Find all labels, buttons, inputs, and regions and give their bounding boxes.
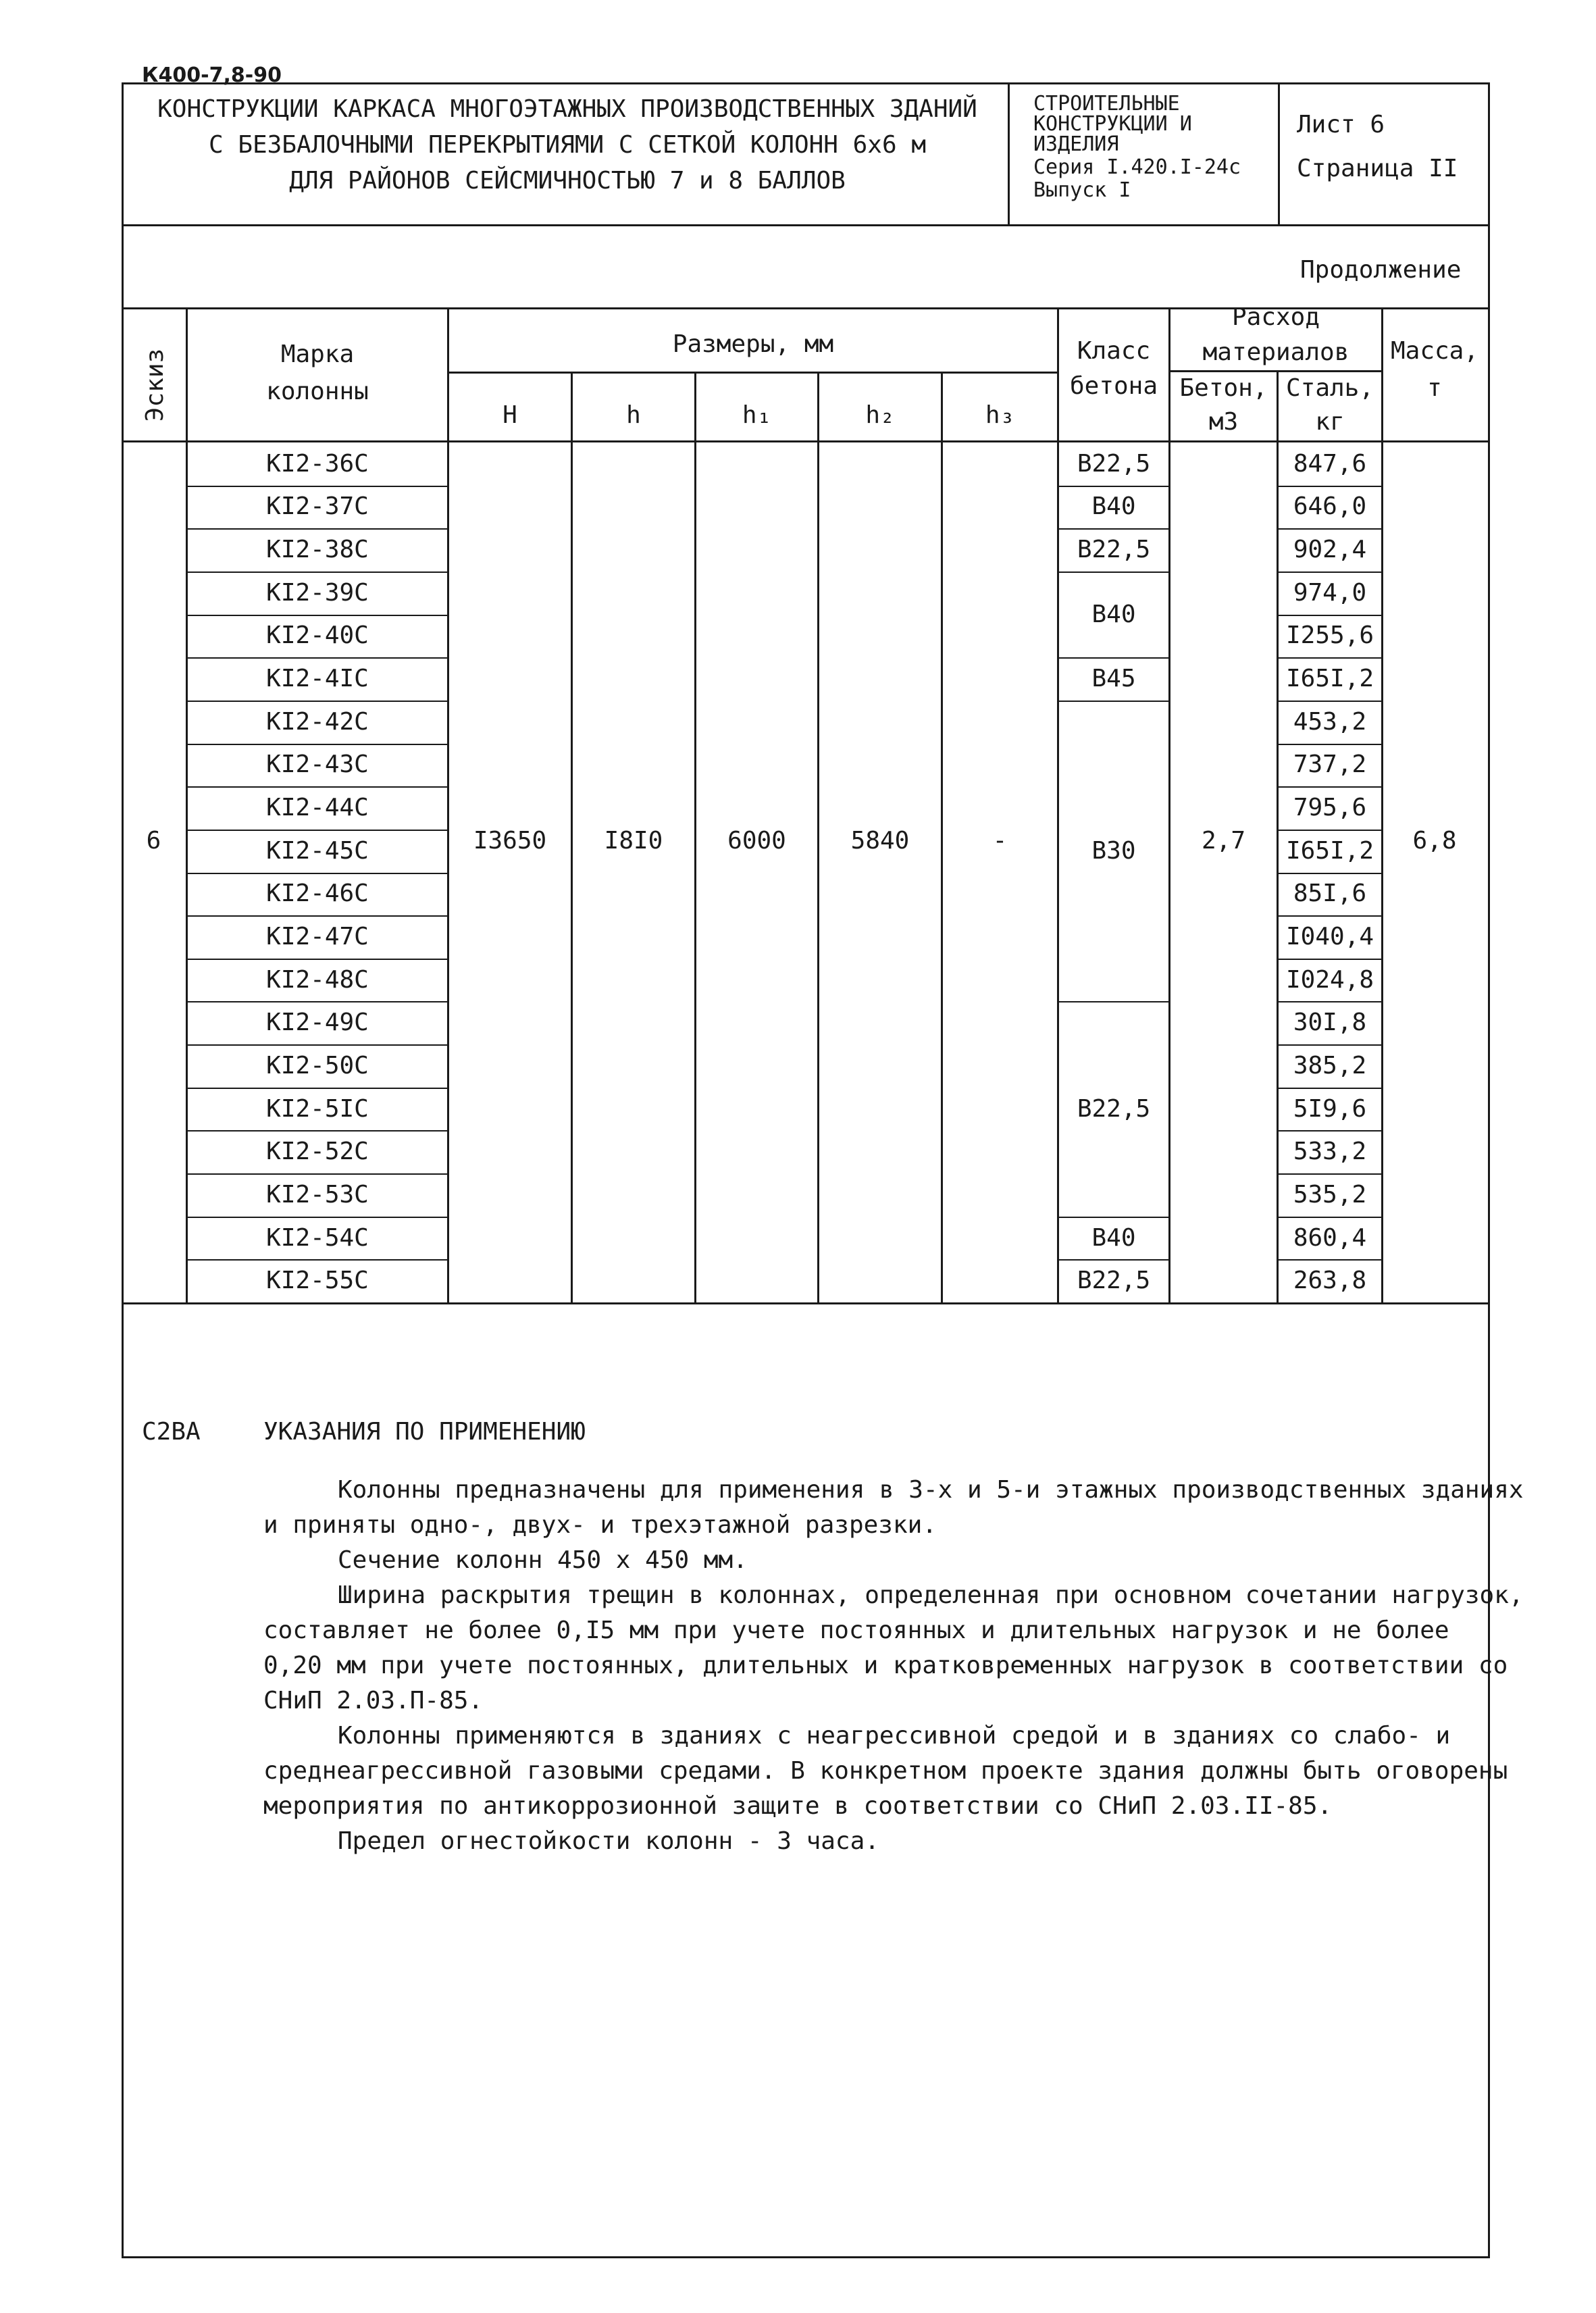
title-block-bottom-line: [122, 224, 1488, 226]
header-beton-line-1: Бетон,: [1179, 374, 1268, 402]
concrete-class-cell: В40: [1091, 492, 1136, 521]
title-block-divider-1: [1008, 82, 1010, 226]
row-divider: [186, 528, 449, 530]
table-bottom-line: [122, 1302, 1488, 1304]
steel-mass-cell: I024,8: [1285, 965, 1374, 994]
row-divider: [186, 486, 449, 487]
notes-line-5: составляет не более 0,I5 мм при учете постоянных и длительных нагрузок и не более: [263, 1617, 1449, 1644]
series-line-3: ИЗДЕЛИЯ: [1033, 132, 1119, 156]
column-mark-cell: КI2-55С: [266, 1267, 369, 1295]
row-divider: [1277, 1259, 1383, 1261]
header-klass-line-1: Класс: [1077, 337, 1151, 365]
row-divider: [1277, 657, 1383, 659]
title-line-1: КОНСТРУКЦИИ КАРКАСА МНОГОЭТАЖНЫХ ПРОИЗВОДСТВЕННЫХ ЗДАНИЙ: [157, 95, 977, 123]
column-mark-cell: КI2-36С: [266, 449, 369, 478]
row-divider: [186, 1088, 449, 1089]
column-mark-cell: КI2-54С: [266, 1223, 369, 1252]
height-h2-value: 5840: [850, 827, 910, 855]
notes-line-10: мероприятия по антикоррозионной защите в соответствии со СНиП 2.03.II-85.: [263, 1792, 1333, 1820]
header-sizes: Размеры, мм: [672, 330, 834, 358]
notes-code: С2ВА: [142, 1418, 201, 1446]
header-stal-line-1: Сталь,: [1285, 374, 1374, 402]
notes-line-11: Предел огнестойкости колонн - 3 часа.: [338, 1827, 879, 1855]
header-h1: h₁: [742, 401, 772, 429]
concrete-class-divider: [1057, 528, 1170, 530]
column-mark-cell: КI2-50С: [266, 1051, 369, 1079]
header-H: Н: [503, 401, 517, 429]
row-divider: [1277, 528, 1383, 530]
header-marka-line-2: колонны: [266, 378, 369, 405]
continuation-label: Продолжение: [1300, 256, 1462, 284]
col-line-klass: [1168, 309, 1170, 1304]
column-mark-cell: КI2-45С: [266, 836, 369, 865]
header-rashod-line-2: материалов: [1202, 338, 1349, 366]
header-bottom-line: [122, 440, 1488, 442]
eskiz-value: 6: [146, 827, 161, 855]
steel-mass-cell: 30I,8: [1293, 1009, 1367, 1037]
column-mark-cell: КI2-42С: [266, 707, 369, 736]
steel-mass-cell: 847,6: [1293, 449, 1367, 478]
concrete-class-cell: В30: [1091, 836, 1136, 865]
row-divider: [1277, 786, 1383, 788]
column-mark-cell: КI2-5IС: [266, 1094, 369, 1123]
row-divider: [1277, 701, 1383, 702]
header-h2: h₂: [865, 401, 895, 429]
row-divider: [1277, 830, 1383, 831]
column-mark-cell: КI2-52С: [266, 1138, 369, 1166]
row-divider: [186, 959, 449, 960]
row-divider: [1277, 1088, 1383, 1089]
column-mark-cell: КI2-43С: [266, 751, 369, 779]
notes-line-3: Сечение колонн 450 х 450 мм.: [338, 1546, 748, 1574]
concrete-class-cell: В22,5: [1077, 1094, 1151, 1123]
steel-mass-cell: 263,8: [1293, 1267, 1367, 1295]
concrete-class-cell: В22,5: [1077, 449, 1151, 478]
row-divider: [1277, 571, 1383, 573]
row-divider: [1277, 486, 1383, 487]
steel-mass-cell: 535,2: [1293, 1180, 1367, 1209]
row-divider: [186, 915, 449, 917]
row-divider: [186, 571, 449, 573]
row-divider: [186, 701, 449, 702]
notes-heading: УКАЗАНИЯ ПО ПРИМЕНЕНИЮ: [263, 1418, 586, 1446]
column-mark-cell: КI2-44С: [266, 794, 369, 822]
concrete-class-cell: В45: [1091, 665, 1136, 693]
row-divider: [186, 1217, 449, 1218]
height-h1-value: 6000: [727, 827, 786, 855]
concrete-class-divider: [1057, 1001, 1170, 1002]
steel-mass-cell: 646,0: [1293, 492, 1367, 521]
steel-mass-cell: I255,6: [1285, 621, 1374, 650]
sheet-number: Лист 6: [1297, 111, 1385, 138]
column-mark-cell: КI2-4IС: [266, 665, 369, 693]
steel-mass-cell: 533,2: [1293, 1138, 1367, 1166]
concrete-class-divider: [1057, 571, 1170, 573]
notes-line-4: Ширина раскрытия трещин в колоннах, определенная при основном сочетании нагрузок,: [338, 1581, 1524, 1609]
row-divider: [186, 615, 449, 616]
notes-line-1: Колонны предназначены для применения в 3-х и 5-и этажных производственных зданиях: [338, 1476, 1524, 1504]
steel-mass-cell: I65I,2: [1285, 836, 1374, 865]
title-line-2: С БЕЗБАЛОЧНЫМИ ПЕРЕКРЫТИЯМИ С СЕТКОЙ КОЛОНН 6х6 м: [208, 131, 927, 159]
row-divider: [186, 744, 449, 745]
materials-subheader-line: [1168, 370, 1382, 372]
row-divider: [186, 786, 449, 788]
row-divider: [1277, 1001, 1383, 1002]
sizes-subheader-line: [449, 372, 1057, 374]
steel-mass-cell: 974,0: [1293, 578, 1367, 607]
row-divider: [1277, 959, 1383, 960]
column-mark-cell: КI2-38С: [266, 536, 369, 564]
row-divider: [1277, 915, 1383, 917]
header-massa-line-2: т: [1427, 374, 1442, 402]
concrete-volume-value: 2,7: [1201, 827, 1246, 855]
steel-mass-cell: 860,4: [1293, 1223, 1367, 1252]
concrete-class-divider: [1057, 657, 1170, 659]
header-h: h: [626, 401, 641, 429]
header-stal-line-2: кг: [1315, 408, 1345, 436]
steel-mass-cell: 453,2: [1293, 707, 1367, 736]
concrete-class-cell: В22,5: [1077, 1267, 1151, 1295]
steel-mass-cell: 795,6: [1293, 794, 1367, 822]
row-divider: [186, 830, 449, 831]
row-divider: [1277, 873, 1383, 874]
concrete-class-cell: В40: [1091, 1223, 1136, 1252]
steel-mass-cell: 385,2: [1293, 1051, 1367, 1079]
notes-line-7: СНиП 2.03.П-85.: [263, 1687, 484, 1714]
series-line-1: СТРОИТЕЛЬНЫЕ: [1033, 92, 1180, 116]
mass-value: 6,8: [1412, 827, 1457, 855]
row-divider: [186, 1001, 449, 1002]
row-divider: [1277, 744, 1383, 745]
page-number: Страница II: [1297, 155, 1458, 182]
concrete-class-divider: [1057, 486, 1170, 487]
column-mark-cell: КI2-46С: [266, 880, 369, 908]
column-mark-cell: КI2-49С: [266, 1009, 369, 1037]
height-h3-value: -: [992, 827, 1008, 855]
notes-line-9: среднеагрессивной газовыми средами. В конкретном проекте здания должны быть оговорены: [263, 1757, 1508, 1785]
steel-mass-cell: I65I,2: [1285, 665, 1374, 693]
row-divider: [1277, 1044, 1383, 1046]
steel-mass-cell: 902,4: [1293, 536, 1367, 564]
steel-mass-cell: 5I9,6: [1293, 1094, 1367, 1123]
title-block-divider-2: [1278, 82, 1280, 226]
row-divider: [186, 1259, 449, 1261]
header-h3: h₃: [985, 401, 1015, 429]
notes-line-8: Колонны применяются в зданиях с неагрессивной средой и в зданиях со слабо- и: [338, 1722, 1451, 1750]
row-divider: [186, 1044, 449, 1046]
steel-mass-cell: 85I,6: [1293, 880, 1367, 908]
header-klass-line-2: бетона: [1069, 372, 1158, 400]
row-divider: [186, 873, 449, 874]
row-divider: [1277, 1173, 1383, 1175]
column-mark-cell: КI2-39С: [266, 578, 369, 607]
concrete-class-divider: [1057, 1217, 1170, 1218]
row-divider: [186, 1130, 449, 1132]
header-rashod-line-1: Расход: [1231, 303, 1320, 331]
header-eskiz: Эскиз: [141, 348, 169, 422]
concrete-class-cell: В22,5: [1077, 536, 1151, 564]
title-line-3: ДЛЯ РАЙОНОВ СЕЙСМИЧНОСТЬЮ 7 и 8 БАЛЛОВ: [289, 167, 846, 195]
header-massa-line-1: Масса,: [1390, 337, 1479, 365]
concrete-class-divider: [1057, 1259, 1170, 1261]
height-h-value: I8I0: [604, 827, 663, 855]
row-divider: [186, 1173, 449, 1175]
row-divider: [186, 657, 449, 659]
column-mark-cell: КI2-40С: [266, 621, 369, 650]
series-number: Серия I.420.I-24с: [1033, 155, 1241, 179]
concrete-class-divider: [1057, 701, 1170, 702]
row-divider: [1277, 1217, 1383, 1218]
column-mark-cell: КI2-37С: [266, 492, 369, 521]
column-mark-cell: КI2-53С: [266, 1180, 369, 1209]
column-mark-cell: КI2-48С: [266, 965, 369, 994]
header-marka-line-1: Марка: [280, 340, 355, 368]
document-code: К400-7,8-90: [142, 63, 282, 87]
col-line-marka: [447, 309, 449, 1304]
concrete-class-cell: В40: [1091, 600, 1136, 628]
issue-number: Выпуск I: [1033, 178, 1131, 202]
row-divider: [1277, 1130, 1383, 1132]
header-beton-line-2: м3: [1208, 408, 1239, 436]
row-divider: [1277, 615, 1383, 616]
steel-mass-cell: I040,4: [1285, 922, 1374, 950]
notes-line-6: 0,20 мм при учете постоянных, длительных и кратковременных нагрузок в соответствии со: [263, 1652, 1508, 1679]
series-line-2: КОНСТРУКЦИИ И: [1033, 112, 1192, 136]
steel-mass-cell: 737,2: [1293, 751, 1367, 779]
height-H-value: I3650: [473, 827, 547, 855]
col-line-stal: [1381, 309, 1383, 1304]
notes-line-2: и приняты одно-, двух- и трехэтажной разрезки.: [263, 1511, 937, 1539]
column-mark-cell: КI2-47С: [266, 922, 369, 950]
